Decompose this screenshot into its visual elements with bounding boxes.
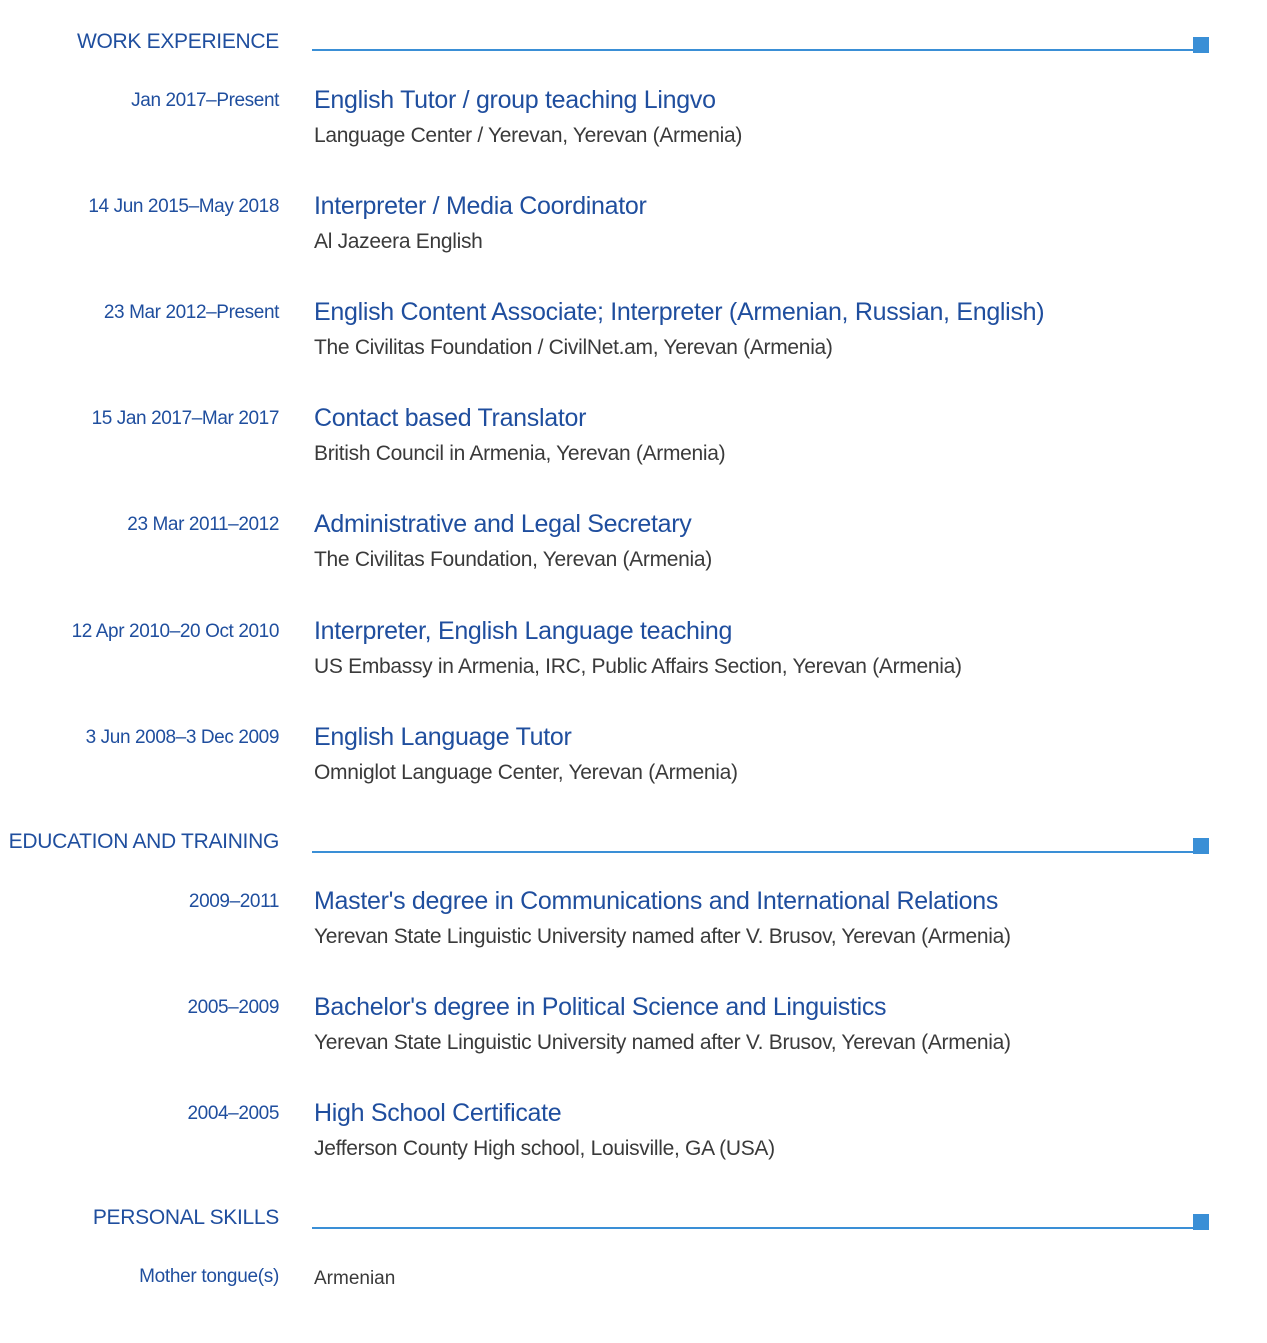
section-square-icon <box>1193 1214 1209 1230</box>
entry-organization: Yerevan State Linguistic University named after V. Brusov, Yerevan (Armenia) <box>314 1031 1011 1054</box>
work-experience-heading: WORK EXPERIENCE <box>76 30 279 53</box>
entry-title: Master's degree in Communications and International Relations <box>314 887 999 915</box>
entry-date: 12 Apr 2010–20 Oct 2010 <box>71 621 279 642</box>
entry-title: Bachelor's degree in Political Science and Linguistics <box>314 993 887 1021</box>
mother-tongue-value: Armenian <box>314 1268 396 1289</box>
entry-organization: Jefferson County High school, Louisville, GA (USA) <box>314 1137 775 1160</box>
entry-organization: Language Center / Yerevan, Yerevan (Armenia) <box>314 124 743 147</box>
entry-date: 23 Mar 2011–2012 <box>127 514 279 535</box>
entry-title: High School Certificate <box>314 1099 562 1127</box>
entry-title: English Content Associate; Interpreter (Armenian, Russian, English) <box>314 298 1045 326</box>
entry-organization: The Civilitas Foundation / CivilNet.am, Yerevan (Armenia) <box>314 336 833 359</box>
entry-date: Jan 2017–Present <box>131 90 279 111</box>
section-square-icon <box>1193 37 1209 53</box>
entry-organization: British Council in Armenia, Yerevan (Armenia) <box>314 442 726 465</box>
entry-organization: The Civilitas Foundation, Yerevan (Armenia) <box>314 548 712 571</box>
entry-date: 2005–2009 <box>187 997 279 1018</box>
section-rule <box>312 1227 1194 1229</box>
personal-skills-heading: PERSONAL SKILLS <box>92 1206 279 1229</box>
entry-organization: Omniglot Language Center, Yerevan (Armenia) <box>314 761 738 784</box>
entry-date: 14 Jun 2015–May 2018 <box>88 196 279 217</box>
entry-date: 2004–2005 <box>187 1103 279 1124</box>
section-square-icon <box>1193 838 1209 854</box>
entry-date: 15 Jan 2017–Mar 2017 <box>91 408 279 429</box>
section-rule <box>312 49 1194 51</box>
section-rule <box>312 851 1194 853</box>
entry-organization: Al Jazeera English <box>314 230 483 253</box>
entry-date: 2009–2011 <box>188 891 279 912</box>
entry-date: 23 Mar 2012–Present <box>103 302 279 323</box>
entry-title: Administrative and Legal Secretary <box>314 510 692 538</box>
education-heading: EDUCATION AND TRAINING <box>8 830 279 853</box>
entry-date: 3 Jun 2008–3 Dec 2009 <box>85 727 279 748</box>
entry-organization: US Embassy in Armenia, IRC, Public Affairs Section, Yerevan (Armenia) <box>314 655 962 678</box>
entry-title: English Language Tutor <box>314 723 572 751</box>
entry-title: Contact based Translator <box>314 404 587 432</box>
entry-title: Interpreter, English Language teaching <box>314 617 733 645</box>
entry-title: English Tutor / group teaching Lingvo <box>314 86 716 114</box>
mother-tongue-label: Mother tongue(s) <box>139 1266 279 1287</box>
entry-title: Interpreter / Media Coordinator <box>314 192 647 220</box>
entry-organization: Yerevan State Linguistic University named after V. Brusov, Yerevan (Armenia) <box>314 925 1011 948</box>
